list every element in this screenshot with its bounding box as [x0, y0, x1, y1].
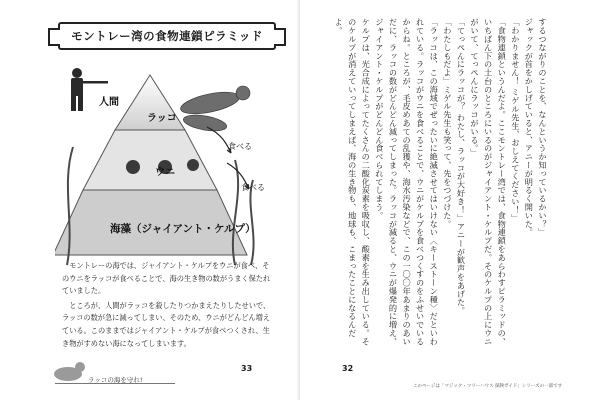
- pyramid-tier-urchin: [83, 130, 217, 190]
- pyramid-graphic: [55, 55, 295, 285]
- paragraph: 「食物連鎖というんだよ。ここモントレー湾では、食物連鎖をあらわすピラミッドの、いちばん下の土台のところにいるのがジャイアント・ケルプだ。そのケルプの上にウニがいて、てっぺんにラッコがいる。」: [470, 18, 508, 346]
- right-footer-note: このページは「マジック・ツリーハウス 探険ガイド」シリーズの一部です: [413, 384, 563, 389]
- label-urchin: ウニ: [155, 167, 175, 178]
- title-banner: [58, 22, 276, 50]
- left-body-text: [62, 260, 272, 352]
- label-kelp: 海藻（ジャイアント・ケルプ）: [110, 223, 256, 235]
- arrow-label-eat-1: 食べる: [228, 142, 252, 151]
- page-number-left: 33: [241, 364, 253, 373]
- paragraph: するつながりのことを、なんというか知っているかい？」: [538, 18, 548, 237]
- paragraph: 「てっぺんにラッコが？ わたし、ラッコが大好き！」アニーが歓声をあげた。: [456, 18, 467, 315]
- arrow-label-eat-2: 食べる: [241, 183, 265, 192]
- food-chain-pyramid: [55, 55, 295, 285]
- sea-otter-illustration: [179, 86, 250, 134]
- paragraph: 「ラッコは、この海域でぜったいに絶滅させてはいけない〈キーストーン種〉だといわれている。ラッコがウニを食べることで、ウニがケルプを食べつくすのをふせいでいるからね。ところが、毛皮めあての乱獲や、海水汚染などで、この一〇〇年あまりのあいだに、ラッコの数がどんどん減ってしまった。ラッコが減ると、ウニが爆発的に増え、ジャイアント・ケルプがどんどん食べられてしまう。: [374, 18, 440, 346]
- paragraph: ところが、人間がラッコを殺したりつかまえたりしたせいで、ラッコの数が急に減ってしまい、そのため、ウニがどんどん増えている。このままではジャイアント・ケルプが食べつくされ、生き物がすめない海になってしまいます。: [62, 300, 271, 348]
- footer-tagline: ラッコの海を守れ!: [88, 376, 143, 384]
- paragraph: 「わたしもだよ」ミゲル先生も笑って、先をつづけた。: [442, 18, 453, 228]
- right-body-text: [334, 18, 549, 353]
- label-human: 人間: [99, 97, 119, 108]
- paragraph: ケルプは、光合成によってたくさんの二酸化炭素を吸収し、酸素を生み出している。そのケルプが消えていってしまえば、海の生き物も、地球も、こまったことになるんだよ。: [334, 18, 372, 346]
- paragraph: モントレーの海では、ジャイアント・ケルプをウニが食べ、そのウニをラッコが食べることで、海の生き物の数がうまく保たれていました。: [62, 261, 271, 296]
- otter-footer-icon: [48, 356, 88, 386]
- eat-arrows: [207, 127, 249, 189]
- label-otter: ラッコ: [147, 113, 177, 124]
- paragraph: 「わかりません！ ミゲル先生、おしえてください！」: [510, 18, 521, 223]
- paragraph: ジャックが首をかしげていると、アニーが明るく開いた。: [524, 18, 535, 237]
- diagram-title: モントレー湾の食物連鎖ピラミッド: [71, 29, 263, 43]
- page-number-right: 32: [342, 364, 354, 373]
